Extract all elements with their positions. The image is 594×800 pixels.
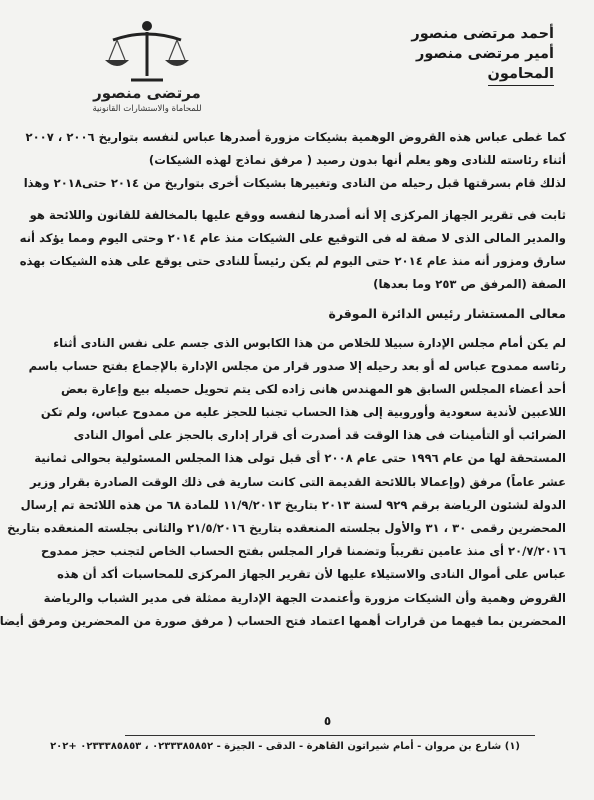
page-number: ٥ bbox=[323, 714, 332, 728]
body-line: كما غطى عباس هذه القروض الوهمية بشيكات مزورة أصدرها عباس لنفسه بتواريخ ٢٠٠٦ ، ٢٠٠٧ bbox=[25, 130, 566, 144]
letterhead-names bbox=[354, 24, 554, 86]
lawyer-name-1: أحمد مرتضى منصور bbox=[411, 26, 554, 42]
body-line: أثناء رئاسته للنادى وهو يعلم أنها بدون رصيد ( مرفق نماذج لهذه الشيكات) bbox=[148, 153, 566, 168]
body-line: الصفة (المرفق ص ٢٥٣ وما بعدها) bbox=[373, 277, 566, 292]
body-line: لذلك قام بسرقتها قبل رحيله من النادى وتغييرها بشيكات أخرى بتواريخ من ٢٠١٤ حتى٢٠١٨ وهذا bbox=[23, 176, 566, 191]
body-line: المستحقة لها من عام ١٩٩٦ حتى عام ٢٠٠٨ أى قبل تولى هذا المجلس المسئولية بحوالى ثمانية bbox=[34, 451, 566, 466]
letter-body bbox=[0, 126, 566, 633]
logo-name: مرتضى منصور bbox=[93, 84, 201, 102]
body-line: رئاسه ممدوح عباس له أو بعد رحيله إلا صدور قرار من مجلس الإدارة بالإجماع بفتح حساب باسم bbox=[28, 358, 566, 373]
body-line: الدولة لشئون الرياضة برقم ٩٢٩ لسنة ٢٠١٣ بتاريخ ١١/٩/٢٠١٣ للمادة ٦٨ من هذه اللائحة تم إرسال bbox=[20, 497, 566, 512]
body-line: المحضرين رقمى ٣٠ ، ٣١ والأول بجلسته المنعقده بتاريخ ٢١/٥/٢٠١٦ والثانى بجلسته المنعقده بتاريخ bbox=[7, 521, 566, 535]
body-line: ٢٠/٧/٢٠١٦ أى منذ عامين تقريباً وتضمنا قرار المجلس بفتح الحساب الخاص لتجنب حجز ممدوح bbox=[40, 544, 566, 559]
lawyer-name-2: أمير مرتضى منصور bbox=[415, 46, 554, 62]
body-line: أحد أعضاء المجلس السابق هو المهندس هانى زاده لكى يتم تحويل حصيله بيع وإعارة بعض bbox=[60, 381, 566, 396]
body-line: اللاعبين لأندية سعودية وأوروبية إلى هذا الحساب تجنبا للحجز عليه من ممدوح عباس، ولم تكن bbox=[40, 405, 566, 420]
body-line: والمدير المالى الذى لا صفة له فى التوقيع على الشيكات منذ عام ٢٠١٤ وحتى اليوم ومما يؤكد أنه bbox=[19, 230, 566, 245]
body-line: الضرائب أو التأمينات فى هذا الوقت قد أصدرت أى قرار إدارى بالحجز على أموال النادى bbox=[73, 428, 566, 443]
logo-subtitle: للمحاماة والاستشارات القانونية bbox=[92, 104, 202, 114]
scales-of-justice-icon bbox=[87, 18, 207, 86]
salutation: معالى المستشار رئيس الدائرة الموقرة bbox=[328, 306, 566, 322]
lawyers-title: المحامون bbox=[488, 64, 554, 86]
body-line: المحضرين بما فيهما من قرارات أهمها اعتماد فتح الحساب ( مرفق صورة من المحضرين ومرفق أيضا bbox=[0, 613, 566, 628]
body-line: عباس على أموال النادى والاستيلاء عليها لأن تقرير الجهاز المركزى للمحاسبات أكد أن هذه bbox=[57, 567, 566, 582]
body-line: ثابت فى تقرير الجهاز المركزى إلا أنه أصدرها لنفسه ووقع عليها بالمخالفة للقانون واللائحة هو bbox=[29, 207, 566, 222]
body-line: عشر عاماً) مرفق (وإعمالا باللائحة القديمة التى كانت سارية فى ذلك الوقت الصادرة بقرار وزير bbox=[29, 474, 566, 489]
body-line: سارق ومزور أنه منذ عام ٢٠١٤ حتى اليوم لم يكن رئيساً للنادى حتى يوقع على هذه الشيكات بهذه bbox=[19, 253, 566, 268]
footer-address: (١) شارع بن مروان - أمام شيراتون القاهرة - الدقى - الجيزة - ٠٢٣٣٣٨٥٨٥٢ ، ٠٢٣٣٣٨٥٨٥٣ +٢٠٢ bbox=[50, 741, 520, 752]
footer-divider bbox=[125, 735, 535, 736]
firm-logo bbox=[87, 18, 207, 118]
body-line: القروض وهمية وأن الشيكات مزورة وأعتمدت الجهة الإدارية ممثلة فى مدير الشباب والرياضة bbox=[43, 590, 566, 605]
body-line: لم يكن أمام مجلس الإدارة سبيلا للخلاص من هذا الكابوس الذى جسم على نفس النادى أثناء bbox=[53, 335, 566, 350]
